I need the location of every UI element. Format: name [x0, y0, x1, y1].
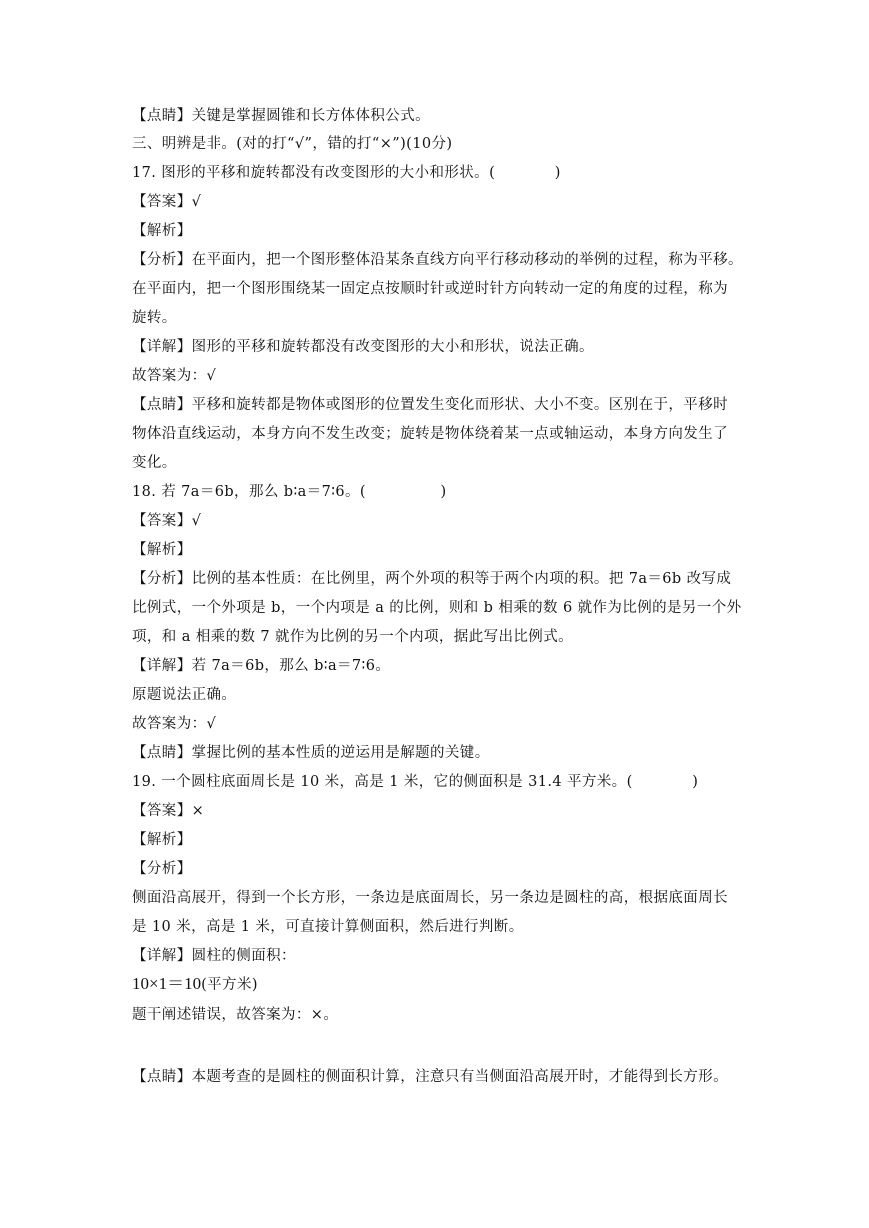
text-line: 旋转。 [132, 310, 177, 326]
text-line: 【点睛】关键是掌握圆锥和长方体体积公式。 [132, 108, 430, 124]
text-line: 【点睛】平移和旋转都是物体或图形的位置发生变化而形状、大小不变。区别在于，平移时 [132, 397, 728, 413]
text-line: 比例式，一个外项是 b，一个内项是 a 的比例，则和 b 相乘的数 6 就作为比例的是另一个外 [132, 600, 742, 616]
text-line: 【点睛】掌握比例的基本性质的逆运用是解题的关键。 [132, 745, 490, 761]
question-19: 19. 一个圆柱底面周长是 10 米，高是 1 米，它的侧面积是 31.4 平方米。( ) [132, 774, 699, 790]
analysis-label: 【解析】 [132, 223, 192, 239]
answer-label: 【答案】√ [132, 513, 202, 529]
analysis-label: 【解析】 [132, 542, 192, 558]
text-line: 【点睛】本题考查的是圆柱的侧面积计算，注意只有当侧面沿高展开时，才能得到长方形。 [132, 1069, 728, 1085]
formula-unit: (平方米) [201, 977, 258, 993]
text-line: 故答案为：√ [132, 716, 217, 732]
text-line: 侧面沿高展开，得到一个长方形，一条边是底面周长，另一条边是圆柱的高，根据底面周长 [132, 890, 728, 906]
formula-expression: 10×1＝10 [132, 974, 202, 993]
section-heading: 三、明辨是非。(对的打“√”，错的打“×”)(10分) [132, 136, 453, 152]
text-line: 题干阐述错误，故答案为：×。 [132, 1007, 339, 1023]
text-line: 物体沿直线运动，本身方向不发生改变；旋转是物体绕着某一点或轴运动，本身方向发生了 [132, 426, 728, 442]
formula-line [132, 974, 258, 995]
text-line: 变化。 [132, 455, 177, 471]
text-line: 【分析】比例的基本性质：在比例里，两个外项的积等于两个内项的积。把 7a＝6b 改写成 [132, 571, 732, 587]
answer-label: 【答案】√ [132, 194, 202, 210]
question-17: 17. 图形的平移和旋转都没有改变图形的大小和形状。( ) [132, 165, 561, 181]
text-line: 是 10 米，高是 1 米，可直接计算侧面积，然后进行判断。 [132, 919, 524, 935]
text-line: 项，和 a 相乘的数 7 就作为比例的另一个内项，据此写出比例式。 [132, 629, 574, 645]
answer-label: 【答案】× [132, 803, 205, 819]
text-line: 【详解】圆柱的侧面积： [132, 948, 296, 964]
question-18: 18. 若 7a＝6b，那么 b∶a＝7∶6。( ) [132, 484, 447, 500]
text-line: 【详解】若 7a＝6b，那么 b∶a＝7∶6。 [132, 658, 391, 674]
text-line: 在平面内，把一个图形围绕某一固定点按顺时针或逆时针方向转动一定的角度的过程，称为 [132, 281, 728, 297]
text-line: 【分析】在平面内，把一个图形整体沿某条直线方向平行移动移动的举例的过程，称为平移。 [132, 252, 743, 268]
text-line: 故答案为：√ [132, 368, 217, 384]
text-line: 原题说法正确。 [132, 687, 237, 703]
text-line: 【详解】图形的平移和旋转都没有改变图形的大小和形状，说法正确。 [132, 339, 594, 355]
analysis-label: 【解析】 [132, 832, 192, 848]
text-line: 【分析】 [132, 861, 192, 877]
